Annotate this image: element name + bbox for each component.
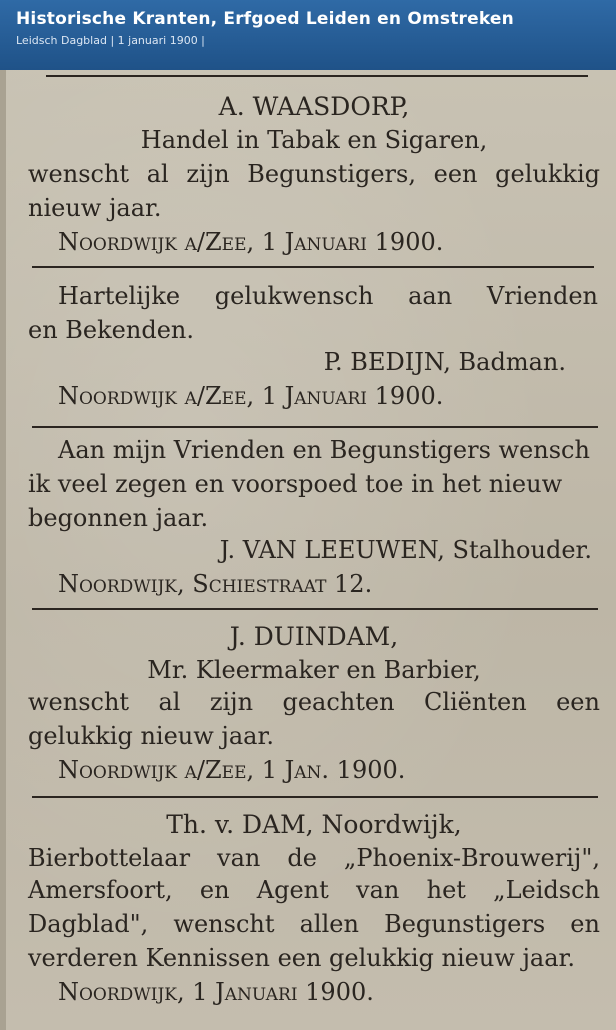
ad-name: Th. v. DAM, Noordwijk, [166, 810, 462, 839]
ad-place-date: Noordwijk a/Zee, 1 Januari 1900. [58, 382, 444, 410]
ad-body-line: begonnen jaar. [28, 504, 209, 532]
ad-signature: J. VAN LEEUWEN, Stalhouder. [219, 536, 592, 564]
divider-rule [32, 796, 598, 798]
ad-place-date: Noordwijk a/Zee, 1 Jan. 1900. [58, 756, 406, 784]
divider-rule [32, 266, 594, 268]
divider-rule [32, 426, 598, 428]
ad-body-line: Amersfoort, en Agent van het „Leidsch [28, 876, 600, 904]
ad-place-date: Noordwijk, Schiestraat 12. [58, 570, 373, 598]
site-title[interactable]: Historische Kranten, Erfgoed Leiden en Omstreken [16, 9, 514, 29]
ad-body-line: wenscht al zijn geachten Cliënten een [28, 688, 600, 716]
divider-rule [46, 75, 588, 77]
ad-name: A. WAASDORP, [218, 92, 410, 121]
ad-place-date: Noordwijk a/Zee, 1 Januari 1900. [58, 228, 444, 256]
ad-body-line: Aan mijn Vrienden en Begunstigers wensch [58, 436, 590, 464]
ad-body-line: verderen Kennissen een gelukkig nieuw jaar. [28, 944, 575, 972]
newspaper-clipping [0, 70, 616, 1030]
ad-body-line: wenscht al zijn Begunstigers, een gelukkig [28, 160, 600, 188]
ad-body-line: Hartelijke gelukwensch aan Vrienden [58, 282, 598, 310]
ad-body-line: Bierbottelaar van de „Phoenix-Brouwerij", [28, 844, 600, 872]
ad-trade: Handel in Tabak en Sigaren, [140, 126, 488, 154]
divider-rule [32, 608, 598, 610]
ad-body-line: nieuw jaar. [28, 194, 162, 222]
ad-body-line: ik veel zegen en voorspoed toe in het nieuw [28, 470, 563, 498]
ad-signature: P. BEDIJN, Badman. [323, 348, 566, 376]
ad-place-date: Noordwijk, 1 Januari 1900. [58, 978, 374, 1006]
ad-name: J. DUINDAM, [229, 622, 399, 651]
site-header [0, 0, 616, 70]
breadcrumb[interactable]: Leidsch Dagblad | 1 januari 1900 | [16, 34, 205, 47]
ad-body-line: gelukkig nieuw jaar. [28, 722, 274, 750]
ad-body-line: Dagblad", wenscht allen Begunstigers en [28, 910, 600, 938]
ad-trade: Mr. Kleermaker en Barbier, [147, 656, 481, 684]
ad-body-line: en Bekenden. [28, 316, 194, 344]
